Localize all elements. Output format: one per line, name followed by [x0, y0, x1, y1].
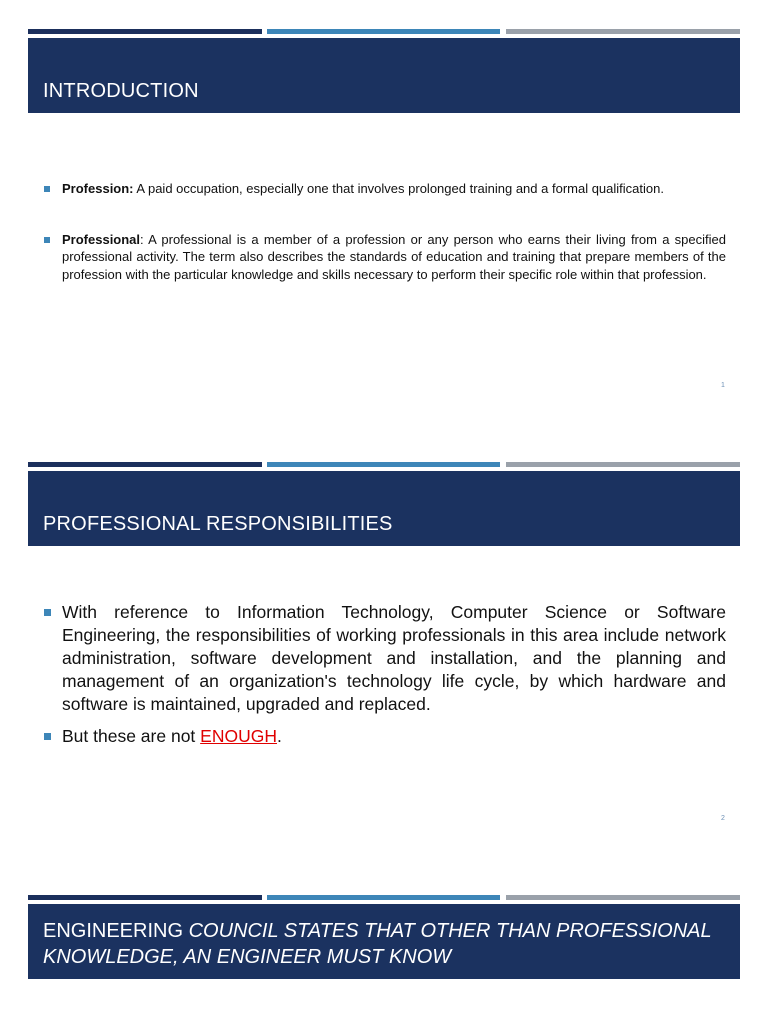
title-italic-part: KNOWLEDGE, AN ENGINEER MUST KNOW [43, 946, 452, 968]
bullet-text: But these are not [62, 726, 201, 746]
slide-header [28, 38, 740, 113]
square-bullet-icon [44, 186, 50, 192]
list-item [44, 180, 726, 198]
accent-bar-blue [267, 29, 500, 34]
accent-bar-gray [506, 462, 740, 467]
accent-bar-gray [506, 29, 740, 34]
accent-bar-blue [267, 895, 500, 900]
bullet-list [44, 180, 726, 283]
term-definition: : A professional is a member of a profession or any person who earns their living from a specified professional activity. The term also describes the standards of education and training that prepare members of the profession with the particular knowledge and skills necessary to perform their specific role within that profession. [62, 231, 726, 282]
highlight-text: ENOUGH [200, 726, 277, 746]
term-label: Profession: [62, 181, 134, 196]
title-normal-part: ENGINEERING [43, 920, 189, 942]
square-bullet-icon [44, 609, 51, 616]
term-label: Professional [62, 231, 141, 247]
square-bullet-icon [44, 733, 51, 740]
accent-bar-dark [28, 895, 262, 900]
page-number: 1 [721, 382, 725, 389]
list-item [44, 601, 726, 716]
accent-bar-gray [506, 895, 740, 900]
list-item [44, 231, 726, 284]
accent-bars [28, 895, 740, 900]
slide-1 [0, 0, 768, 400]
title-italic-part: COUNCIL STATES THAT OTHER THAN PROFESSIONAL [188, 920, 712, 942]
accent-bar-blue [267, 462, 500, 467]
page-number: 2 [721, 815, 725, 822]
slide-title: INTRODUCTION [43, 80, 199, 102]
slide-title [43, 918, 733, 970]
accent-bars [28, 462, 740, 467]
accent-bar-dark [28, 462, 262, 467]
slide-header [28, 904, 740, 979]
square-bullet-icon [44, 237, 50, 243]
slide-header [28, 471, 740, 546]
accent-bar-dark [28, 29, 262, 34]
accent-bars [28, 29, 740, 34]
list-item [44, 725, 726, 748]
slide-title: PROFESSIONAL RESPONSIBILITIES [43, 513, 393, 535]
bullet-list [44, 601, 726, 748]
bullet-text: With reference to Information Technology, Computer Science or Software Engineering, the responsibilities of working professionals in this area include network administration, software development and installation, and the planning and management of an organization's technology life cycle, by which hardware and software is maintained, upgraded and replaced. [62, 602, 726, 714]
term-definition: A paid occupation, especially one that involves prolonged training and a formal qualification. [133, 181, 664, 196]
bullet-text-end: . [276, 726, 282, 746]
